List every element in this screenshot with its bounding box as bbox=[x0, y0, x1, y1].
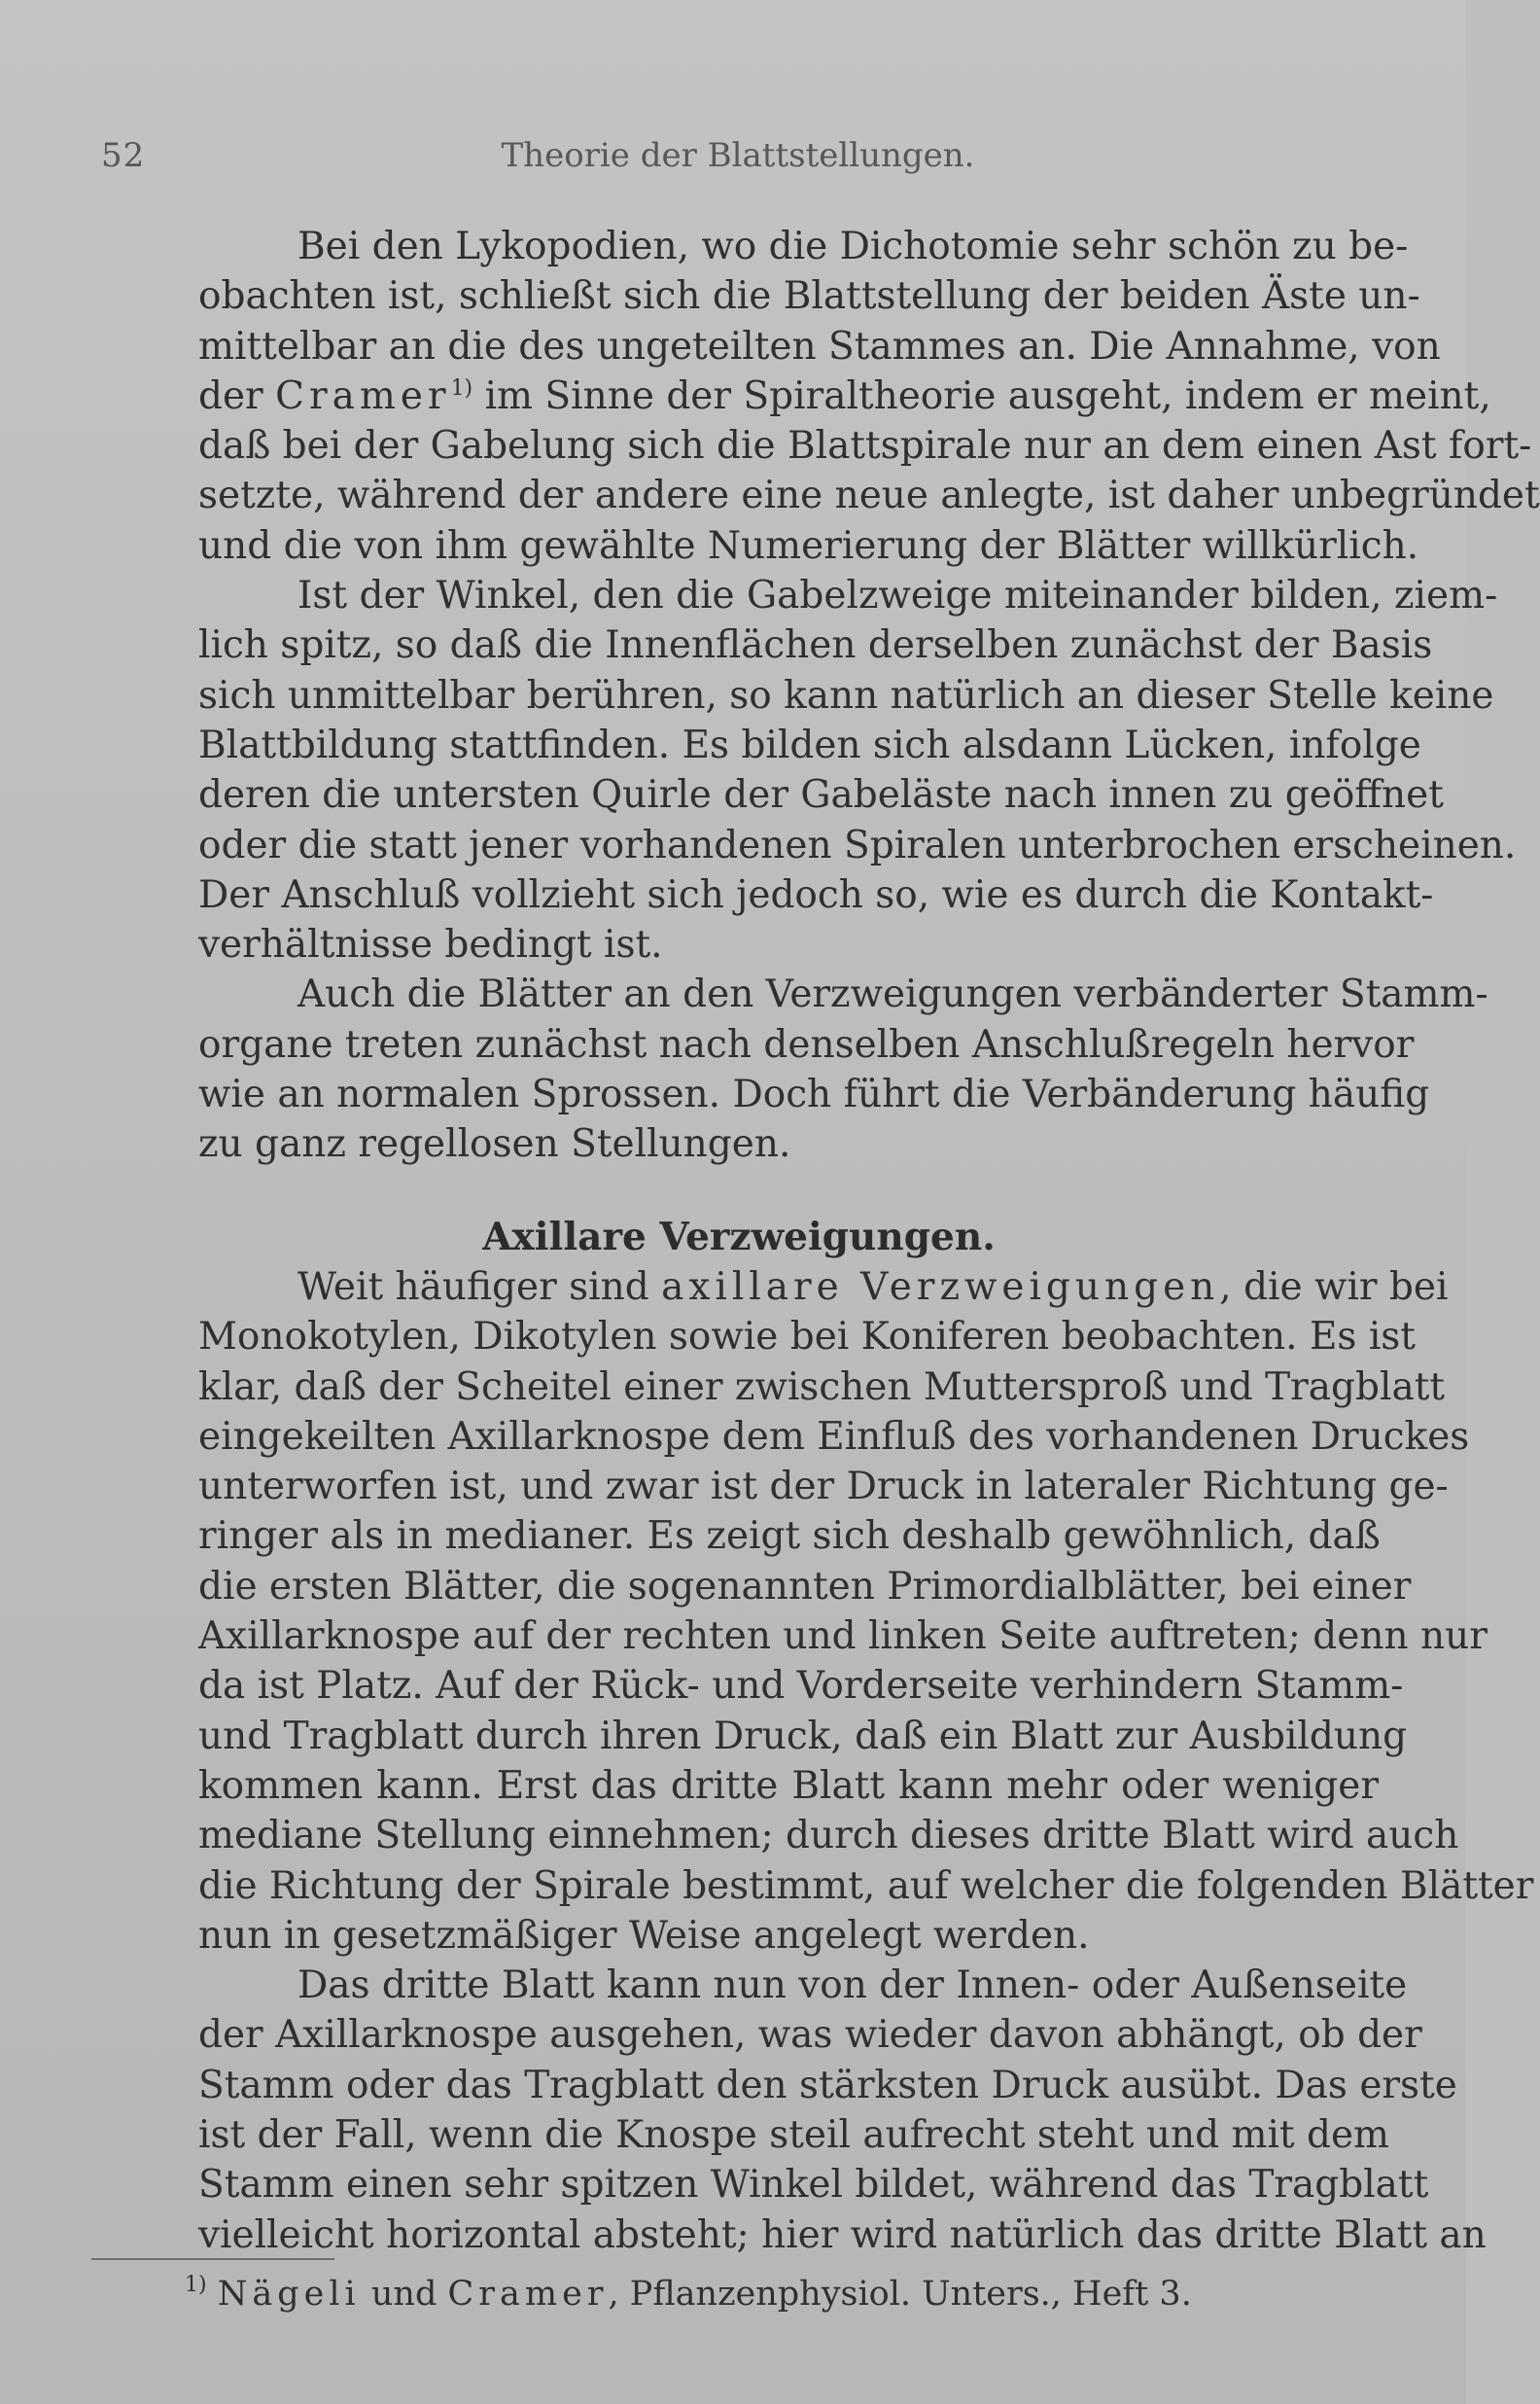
footnote-divider bbox=[91, 2258, 334, 2260]
text-line: eingekeilten Axillarknospe dem Einfluß des vorhandenen Druckes bbox=[198, 1414, 1470, 1459]
text-fragment: im Sinne der Spiraltheorie ausgeht, indem er meint, bbox=[484, 373, 1491, 418]
text-line: und die von ihm gewählte Numerierung der Blätter willkürlich. bbox=[198, 523, 1419, 568]
section-heading: Axillare Verzweigungen. bbox=[482, 1214, 996, 1259]
text-line: Monokotylen, Dikotylen sowie bei Koniferen beobachten. Es ist bbox=[198, 1315, 1416, 1360]
text-line: Ist der Winkel, den die Gabelzweige miteinander bilden, ziem- bbox=[298, 574, 1498, 619]
text-line: wie an normalen Sprossen. Doch führt die Verbänderung häufig bbox=[198, 1073, 1430, 1117]
text-line: Stamm oder das Tragblatt den stärksten Druck ausübt. Das erste bbox=[198, 2063, 1457, 2107]
text-line: daß bei der Gabelung sich die Blattspirale nur an dem einen Ast fort- bbox=[198, 424, 1532, 469]
text-line: und Tragblatt durch ihren Druck, daß ein Blatt zur Ausbildung bbox=[198, 1714, 1408, 1758]
footnote-marker: 1) bbox=[185, 2273, 207, 2297]
text-line: obachten ist, schließt sich die Blattstellung der beiden Äste un- bbox=[198, 274, 1420, 319]
emphasized-term: axillare Verzweigungen bbox=[661, 1264, 1220, 1309]
text-line: der Axillarknospe ausgehen, was wieder davon abhängt, ob der bbox=[198, 2013, 1422, 2058]
paragraph-axillare-verzweigungen bbox=[99, 1262, 1534, 1961]
text-line: zu ganz regellosen Stellungen. bbox=[198, 1122, 791, 1167]
text-line bbox=[99, 371, 1491, 421]
text-line: Das dritte Blatt kann nun von der Innen- oder Außenseite bbox=[298, 1963, 1408, 2008]
text-line: lich spitz, so daß die Innenflächen derselben zunächst der Basis bbox=[198, 623, 1433, 668]
author-name: Cramer bbox=[275, 373, 451, 418]
text-line: unterworfen ist, und zwar ist der Druck in lateraler Richtung ge- bbox=[198, 1465, 1449, 1509]
text-fragment: , die wir bei bbox=[1219, 1264, 1449, 1309]
text-fragment: der bbox=[198, 373, 263, 418]
page-number: 52 bbox=[101, 136, 146, 175]
text-line: Auch die Blätter an den Verzweigungen verbänderter Stamm- bbox=[298, 972, 1488, 1017]
footnote-connector: und bbox=[370, 2275, 438, 2314]
text-line: die ersten Blätter, die sogenannten Primordialblätter, bei einer bbox=[198, 1564, 1412, 1609]
text-line: organe treten zunächst nach denselben Anschlußregeln hervor bbox=[198, 1022, 1415, 1067]
text-line: Blattbildung stattfinden. Es bilden sich alsdann Lücken, infolge bbox=[198, 723, 1421, 767]
text-line: Der Anschluß vollzieht sich jedoch so, wie es durch die Kontakt- bbox=[198, 872, 1434, 917]
text-line: nun in gesetzmäßiger Weise angelegt werden. bbox=[198, 1913, 1090, 1958]
text-line bbox=[99, 1262, 1449, 1312]
footnote-reference: 1) bbox=[450, 375, 473, 401]
text-line: ringer als in medianer. Es zeigt sich deshalb gewöhnlich, daß bbox=[198, 1514, 1381, 1559]
text-line: oder die statt jener vorhandenen Spiralen unterbrochen erscheinen. bbox=[198, 823, 1517, 867]
text-line: setzte, während der andere eine neue anlegte, ist daher unbegründet bbox=[198, 474, 1540, 518]
paragraph-drittes-blatt bbox=[99, 1961, 1487, 2260]
footnote-author: Nägeli bbox=[217, 2275, 361, 2314]
text-line: deren die untersten Quirle der Gabeläste nach innen zu geöffnet bbox=[198, 773, 1444, 818]
paragraph-verbaenderung bbox=[99, 970, 1488, 1169]
text-line: Stamm einen sehr spitzen Winkel bildet, während das Tragblatt bbox=[198, 2163, 1429, 2208]
text-line: ist der Fall, wenn die Knospe steil aufrecht steht und mit dem bbox=[198, 2112, 1390, 2157]
text-line: mittelbar an die des ungeteilten Stammes an. Die Annahme, von bbox=[198, 324, 1441, 369]
footnote bbox=[185, 2272, 1192, 2316]
text-line: Bei den Lykopodien, wo die Dichotomie sehr schön zu be- bbox=[298, 225, 1409, 268]
text-line: mediane Stellung einnehmen; durch dieses dritte Blatt wird auch bbox=[198, 1814, 1459, 1858]
paragraph-gabelzweige bbox=[99, 571, 1517, 970]
text-line: sich unmittelbar berühren, so kann natürlich an dieser Stelle keine bbox=[198, 673, 1494, 718]
footnote-citation: , Pflanzenphysiol. Unters., Heft 3. bbox=[608, 2275, 1192, 2314]
footnote-author: Cramer bbox=[447, 2275, 609, 2314]
text-line: klar, daß der Scheitel einer zwischen Muttersproß und Tragblatt bbox=[198, 1364, 1446, 1409]
text-line: Axillarknospe auf der rechten und linken Seite auftreten; denn nur bbox=[198, 1614, 1488, 1659]
text-line: verhältnisse bedingt ist. bbox=[198, 923, 663, 968]
main-text bbox=[99, 222, 1540, 2260]
text-line: die Richtung der Spirale bestimmt, auf welcher die folgenden Blätter bbox=[198, 1863, 1534, 1908]
running-header bbox=[101, 136, 1375, 185]
text-line: da ist Platz. Auf der Rück- und Vorderseite verhindern Stamm- bbox=[198, 1664, 1404, 1709]
paragraph-lykopodien bbox=[99, 222, 1540, 571]
running-title: Theorie der Blattstellungen. bbox=[501, 136, 975, 175]
text-fragment: Weit häufiger sind bbox=[298, 1264, 649, 1309]
text-line: kommen kann. Erst das dritte Blatt kann mehr oder weniger bbox=[198, 1763, 1379, 1808]
text-line: vielleicht horizontal absteht; hier wird natürlich das dritte Blatt an bbox=[198, 2212, 1487, 2257]
